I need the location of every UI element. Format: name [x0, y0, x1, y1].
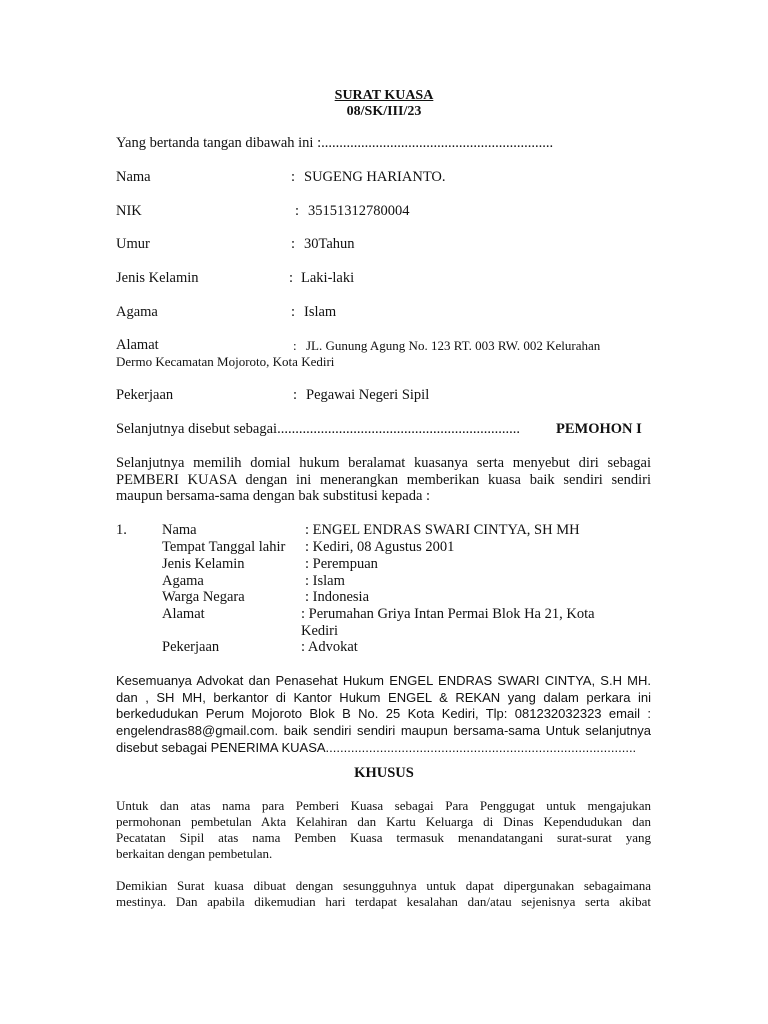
grantor-nik-label: NIK [116, 203, 142, 219]
attorney-address-label: Alamat [162, 606, 205, 622]
document-title: SURAT KUASA [334, 88, 434, 103]
grantor-address-sep: : [293, 338, 297, 353]
attorney-occupation-value: : Advokat [301, 639, 358, 655]
attorney-birth-value: : Kediri, 08 Agustus 2001 [305, 539, 455, 555]
attorney-religion-label: Agama [162, 573, 204, 589]
attorney-citizenship-label: Warga Negara [162, 589, 245, 605]
closing-line-2: mestinya. Dan apabila dikemudian hari terdapat kesalahan dan/atau sejenisnya serta akibat [116, 894, 651, 909]
purpose-line-2: permohonan pembetulan Akta Kelahiran dan Kartu Keluarga di Dinas Kependudukan dan [116, 814, 651, 829]
attorney-address-value-cont: Kediri [301, 623, 339, 639]
purpose-line-1: Untuk dan atas nama para Pemberi Kuasa sebagai Para Penggugat untuk mengajukan [116, 798, 651, 813]
attorney-index: 1. [116, 522, 127, 538]
attorney-name-value: : ENGEL ENDRAS SWARI CINTYA, SH MH [305, 522, 580, 538]
grantor-age-value: 30Tahun [304, 236, 355, 252]
attorney-occupation-label: Pekerjaan [162, 639, 220, 655]
grantor-age-sep: : [291, 236, 296, 252]
attorney-birth-label: Tempat Tanggal lahir [162, 539, 286, 555]
attorney-address-value: : Perumahan Griya Intan Permai Blok Ha 21, Kota [301, 606, 595, 622]
grantor-religion-label: Agama [116, 304, 158, 320]
grantor-gender-value: Laki-laki [301, 270, 355, 286]
grantor-address-value-line2: Dermo Kecamatan Mojoroto, Kota Kediri [116, 354, 335, 369]
grantor-nik-value: 35151312780004 [308, 203, 410, 219]
grantor-occupation-value: Pegawai Negeri Sipil [306, 387, 430, 403]
domicile-line-1: Selanjutnya memilih domial hukum beralamat kuasanya serta menyebut diri sebagai [116, 455, 651, 471]
grantor-nik-sep: : [295, 203, 300, 219]
office-line-5: disebut sebagai PENERIMA KUASA...................................................................................... [116, 740, 637, 755]
grantor-address-value-line1: JL. Gunung Agung No. 123 RT. 003 RW. 002 Kelurahan [306, 338, 601, 353]
attorney-citizenship-value: : Indonesia [305, 589, 370, 605]
office-line-4: engelendras88@gmail.com. baik sendiri sendiri maupun bersama-sama Untuk selanjutnya [116, 723, 651, 738]
selanjutnya-line: Selanjutnya disebut sebagai................................................................... [116, 421, 520, 437]
grantor-religion-value: Islam [304, 304, 337, 320]
office-line-3: berkedudukan Perum Mojoroto Blok B No. 25 Kota Kediri, Tlp: 081232032323 email : [116, 706, 651, 721]
grantor-occupation-label: Pekerjaan [116, 387, 174, 403]
closing-line-1: Demikian Surat kuasa dibuat dengan sesungguhnya untuk dapat dipergunakan sebagaimana [116, 878, 651, 893]
grantor-gender-sep: : [289, 270, 294, 286]
grantor-name-sep: : [291, 169, 296, 185]
grantor-address-label: Alamat [116, 337, 159, 353]
grantor-occupation-sep: : [293, 387, 298, 403]
document-number: 08/SK/III/23 [346, 104, 422, 119]
role-pemohon: PEMOHON I [556, 421, 642, 437]
intro-line: Yang bertanda tangan dibawah ini :................................................................ [116, 135, 554, 151]
domicile-line-3: maupun bersama-sama dengan bak substitusi kepada : [116, 488, 431, 504]
grantor-gender-label: Jenis Kelamin [116, 270, 199, 286]
grantor-name-label: Nama [116, 169, 151, 185]
grantor-religion-sep: : [291, 304, 296, 320]
attorney-gender-value: : Perempuan [305, 556, 378, 572]
office-line-1: Kesemuanya Advokat dan Penasehat Hukum ENGEL ENDRAS SWARI CINTYA, S.H MH. [116, 673, 651, 688]
attorney-name-label: Nama [162, 522, 197, 538]
attorney-religion-value: : Islam [305, 573, 345, 589]
purpose-line-3: Pecatatan Sipil atas nama Pemben Kuasa termasuk menandatangani surat-surat yang [116, 830, 651, 845]
khusus-heading: KHUSUS [354, 765, 414, 781]
purpose-line-4: berkaitan dengan pembetulan. [116, 846, 273, 861]
grantor-name-value: SUGENG HARIANTO. [304, 169, 446, 185]
attorney-gender-label: Jenis Kelamin [162, 556, 245, 572]
office-line-2: dan , SH MH, berkantor di Kantor Hukum ENGEL & REKAN yang dalam perkara ini [116, 690, 651, 705]
domicile-line-2: PEMBERI KUASA dengan ini menerangkan memberikan kuasa baik sendiri sendiri [116, 472, 651, 488]
grantor-age-label: Umur [116, 236, 150, 252]
